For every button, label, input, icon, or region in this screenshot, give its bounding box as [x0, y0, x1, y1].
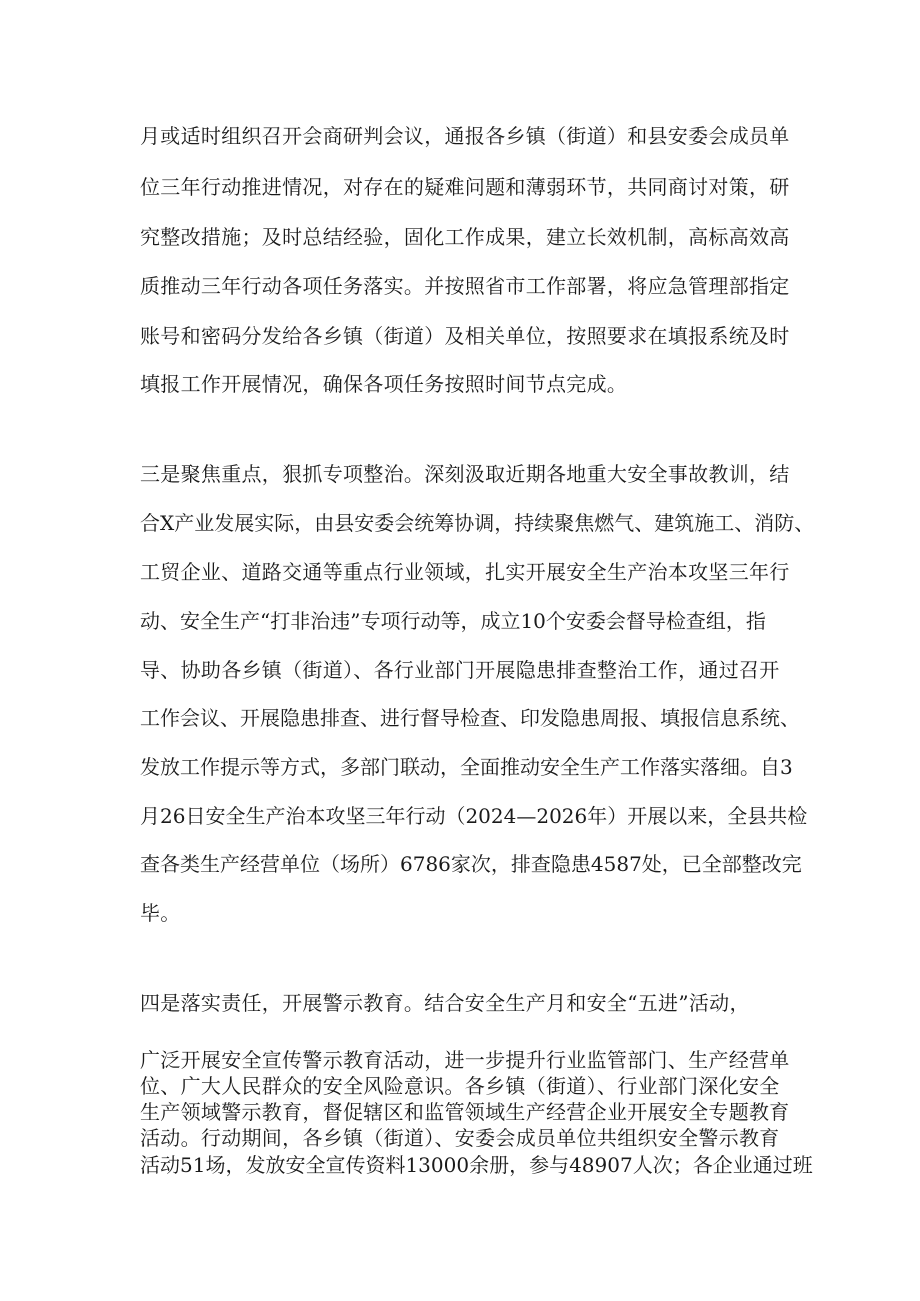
paragraph-4-line-1: 广泛开展安全宣传警示教育活动，进一步提升行业监管部门、生产经营单	[140, 1048, 790, 1072]
paragraph-2-line-6: 工作会议、开展隐患排查、进行督导检查、印发隐患周报、填报信息系统、	[140, 706, 800, 730]
paragraph-2-line-3: 工贸企业、道路交通等重点行业领域，扎实开展安全生产治本攻坚三年行	[140, 560, 790, 584]
paragraph-4-line-4: 活动。行动期间，各乡镇（街道）、安委会成员单位共组织安全警示教育	[140, 1126, 780, 1150]
paragraph-4-line-5: 活动51场，发放安全宣传资料13000余册，参与48907人次；各企业通过班	[140, 1153, 813, 1177]
paragraph-2-line-7: 发放工作提示等方式，多部门联动，全面推动安全生产工作落实落细。自3	[140, 755, 793, 779]
paragraph-1-line-2: 位三年行动推进情况，对存在的疑难问题和薄弱环节，共同商讨对策，研	[140, 175, 790, 199]
paragraph-2-line-1: 三是聚焦重点，狠抓专项整治。深刻汲取近期各地重大安全事故教训，结	[140, 462, 790, 486]
paragraph-1-line-4: 质推动三年行动各项任务落实。并按照省市工作部署，将应急管理部指定	[140, 274, 790, 298]
paragraph-1-line-3: 究整改措施；及时总结经验，固化工作成果，建立长效机制，高标高效高	[140, 225, 790, 249]
paragraph-3-line-1: 四是落实责任，开展警示教育。结合安全生产月和安全“五进”活动，	[140, 991, 750, 1015]
paragraph-1-line-1: 月或适时组织召开会商研判会议，通报各乡镇（街道）和县安委会成员单	[140, 124, 790, 148]
paragraph-1-line-6: 填报工作开展情况，确保各项任务按照时间节点完成。	[140, 372, 628, 396]
paragraph-2-line-9: 查各类生产经营单位（场所）6786家次，排查隐患4587处，已全部整改完	[140, 852, 802, 876]
paragraph-2-line-2: 合X产业发展实际，由县安委会统筹协调，持续聚焦燃气、建筑施工、消防、	[140, 511, 815, 535]
paragraph-2-line-10: 毕。	[140, 901, 181, 925]
paragraph-2-line-4: 动、安全生产“打非治违”专项行动等，成立10个安委会督导检查组，指	[140, 609, 766, 633]
paragraph-2-line-5: 导、协助各乡镇（街道）、各行业部门开展隐患排查整治工作，通过召开	[140, 658, 780, 682]
paragraph-1-line-5: 账号和密码分发给各乡镇（街道）及相关单位，按照要求在填报系统及时	[140, 324, 790, 348]
paragraph-4-line-3: 生产领域警示教育，督促辖区和监管领域生产经营企业开展安全专题教育	[140, 1100, 790, 1124]
paragraph-2-line-8: 月26日安全生产治本攻坚三年行动（2024—2026年）开展以来，全县共检	[140, 804, 808, 828]
paragraph-4-line-2: 位、广大人民群众的安全风险意识。各乡镇（街道）、行业部门深化安全	[140, 1074, 780, 1098]
